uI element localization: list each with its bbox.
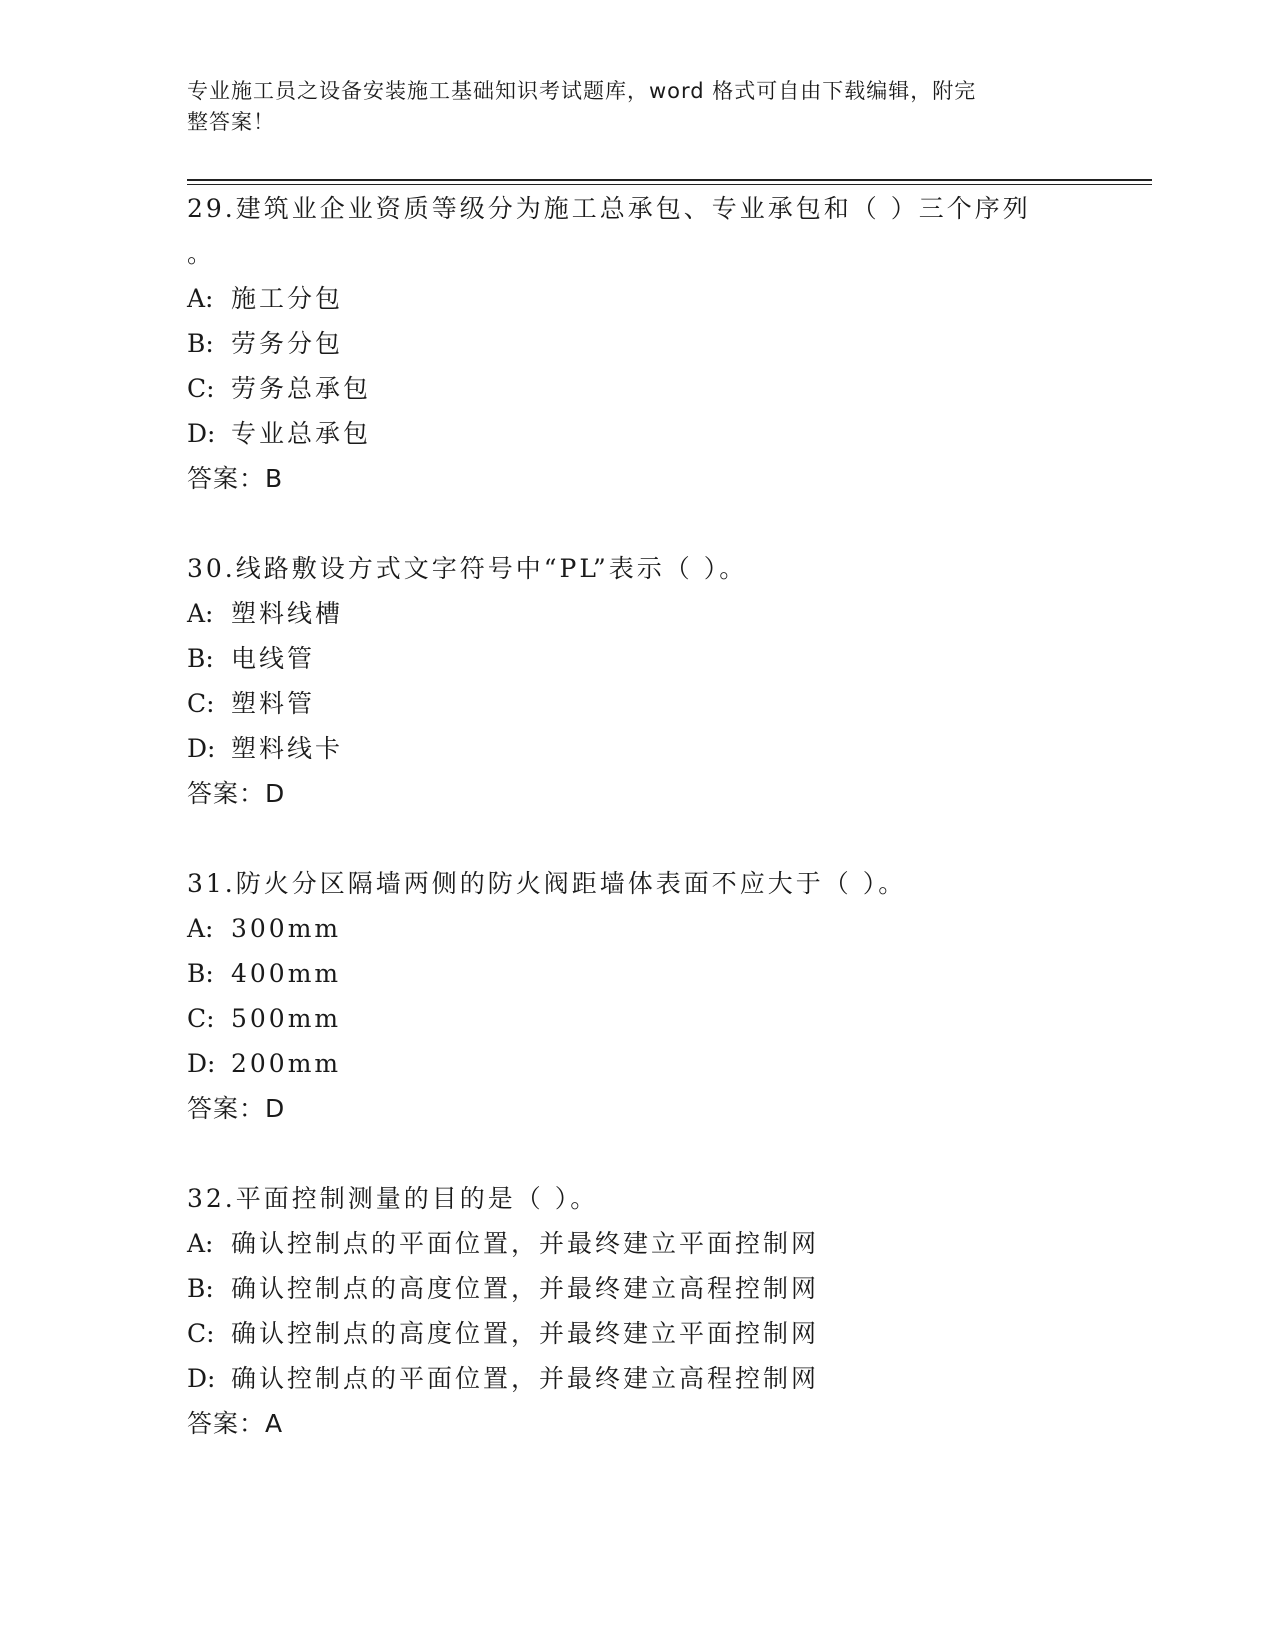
answer: 答案：D — [187, 1094, 286, 1123]
option-text: 塑料线槽 — [231, 599, 344, 628]
option-c — [187, 1311, 1147, 1356]
option-b — [187, 321, 1147, 366]
option-text: 500mm — [231, 1004, 342, 1033]
option-label: B: — [187, 644, 214, 673]
option-label: A: — [187, 1229, 214, 1258]
option-text: 塑料线卡 — [231, 734, 344, 763]
option-label: A: — [187, 284, 214, 313]
option-label: C: — [187, 689, 215, 718]
option-a — [187, 591, 1147, 636]
option-label: A: — [187, 914, 214, 943]
option-label: D: — [187, 1364, 216, 1393]
question-title: 32.平面控制测量的目的是（ ）。 — [187, 1184, 599, 1213]
option-label: D: — [187, 734, 216, 763]
option-label: A: — [187, 599, 214, 628]
option-text: 确认控制点的平面位置，并最终建立高程控制网 — [231, 1364, 820, 1393]
option-a — [187, 1221, 1147, 1266]
question-title-continuation: 。 — [187, 239, 216, 268]
question-title: 31.防火分区隔墙两侧的防火阀距墙体表面不应大于（ ）。 — [187, 869, 907, 898]
option-text: 施工分包 — [231, 284, 344, 313]
option-a — [187, 276, 1147, 321]
option-text: 电线管 — [231, 644, 316, 673]
header-line-2: 整答案！ — [187, 110, 275, 134]
option-b — [187, 951, 1147, 996]
option-text: 专业总承包 — [231, 419, 372, 448]
option-b — [187, 1266, 1147, 1311]
option-b — [187, 636, 1147, 681]
option-c — [187, 366, 1147, 411]
option-c — [187, 996, 1147, 1041]
question-30 — [187, 546, 1147, 816]
option-text: 劳务分包 — [231, 329, 344, 358]
option-text: 塑料管 — [231, 689, 316, 718]
answer: 答案：A — [187, 1409, 284, 1438]
question-31 — [187, 861, 1147, 1131]
option-d — [187, 1041, 1147, 1086]
option-label: B: — [187, 329, 214, 358]
option-text: 确认控制点的平面位置，并最终建立平面控制网 — [231, 1229, 820, 1258]
answer: 答案：B — [187, 464, 284, 493]
option-label: B: — [187, 1274, 214, 1303]
question-title: 30.线路敷设方式文字符号中“PL”表示（ ）。 — [187, 554, 748, 583]
header-line-1: 专业施工员之设备安装施工基础知识考试题库，word 格式可自由下载编辑，附完 — [187, 79, 977, 103]
option-label: D: — [187, 419, 216, 448]
option-a — [187, 906, 1147, 951]
answer: 答案：D — [187, 779, 286, 808]
option-label: C: — [187, 1004, 215, 1033]
option-d — [187, 726, 1147, 771]
option-text: 确认控制点的高度位置，并最终建立高程控制网 — [231, 1274, 820, 1303]
option-label: D: — [187, 1049, 216, 1078]
header-divider-thick — [187, 179, 1152, 181]
header-divider-thin — [187, 184, 1152, 185]
option-d — [187, 1356, 1147, 1401]
option-text: 200mm — [231, 1049, 342, 1078]
option-label: B: — [187, 959, 214, 988]
document-header — [187, 76, 1067, 138]
option-text: 确认控制点的高度位置，并最终建立平面控制网 — [231, 1319, 820, 1348]
option-label: C: — [187, 1319, 215, 1348]
option-c — [187, 681, 1147, 726]
question-29 — [187, 186, 1147, 501]
option-text: 劳务总承包 — [231, 374, 372, 403]
option-label: C: — [187, 374, 215, 403]
option-d — [187, 411, 1147, 456]
option-text: 400mm — [231, 959, 342, 988]
option-text: 300mm — [231, 914, 342, 943]
question-title: 29.建筑业企业资质等级分为施工总承包、专业承包和（ ）三个序列 — [187, 194, 1031, 223]
question-32 — [187, 1176, 1147, 1446]
